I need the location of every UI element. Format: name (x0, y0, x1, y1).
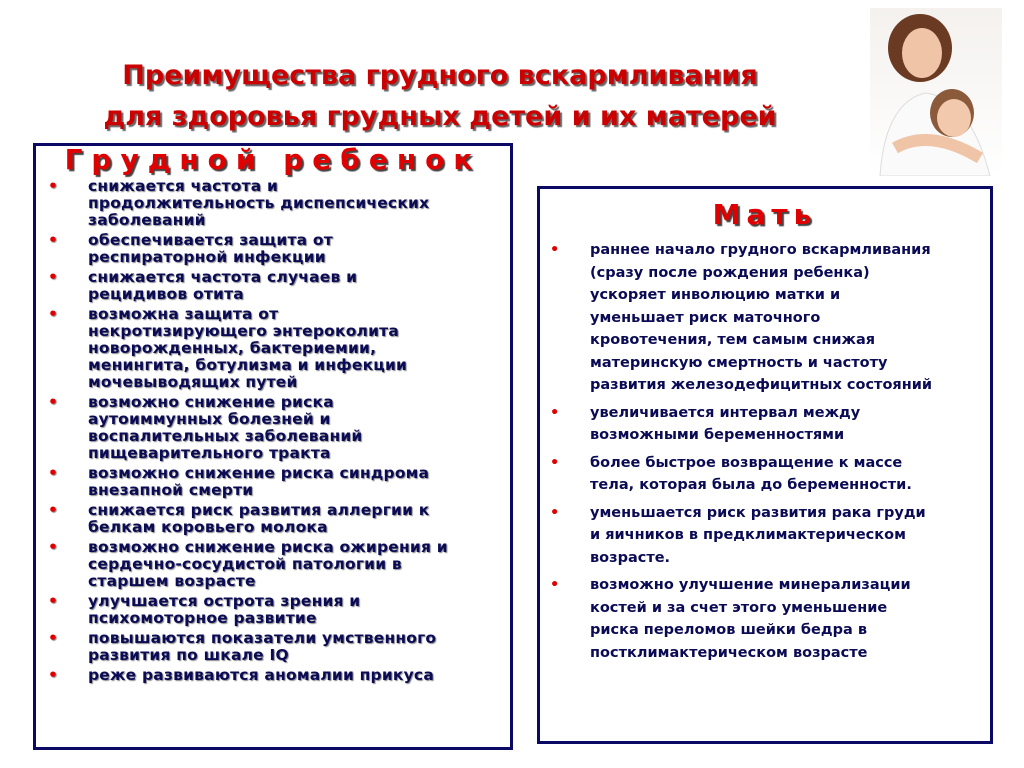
bullet-icon: • (48, 305, 59, 323)
bullet-icon: • (48, 501, 59, 519)
list-item-text: улучшается острота зрения и психомоторное развитие (88, 592, 361, 627)
list-item (540, 239, 990, 397)
mother-heading: Мать (712, 198, 818, 231)
bullet-icon: • (48, 231, 59, 249)
list-item (38, 502, 510, 536)
bullet-icon: • (550, 504, 560, 521)
bullet-icon: • (550, 454, 560, 471)
list-item (540, 574, 990, 664)
list-item-text: возможна защита от некротизирующего энтероколита новорожденных, бактериемии, менингита, ботулизма и инфекции мочевыводящих путей (88, 305, 408, 391)
infant-benefits-panel (33, 143, 513, 750)
bullet-icon: • (48, 538, 59, 556)
list-item-text: уменьшается риск развития рака груди и яичников в предклимактерическом возрасте. (590, 504, 926, 566)
list-item (38, 394, 510, 462)
list-item (38, 232, 510, 266)
bullet-icon: • (48, 629, 59, 647)
list-item-text: снижается частота случаев и рецидивов отита (88, 268, 358, 303)
bullet-icon: • (48, 177, 59, 195)
list-item (38, 306, 510, 391)
list-item-text: снижается риск развития аллергии к белкам коровьего молока (88, 501, 430, 536)
bullet-icon: • (550, 577, 560, 593)
mother-child-image-icon (870, 8, 1002, 176)
mother-child-photo (870, 8, 1002, 176)
list-item-text: повышаются показатели умственного развития по шкале IQ (88, 629, 437, 664)
bullet-icon: • (550, 242, 560, 258)
infant-heading: Грудной ребенок (64, 143, 482, 176)
bullet-icon: • (550, 404, 560, 421)
list-item (540, 502, 990, 570)
list-item-text: возможно снижение риска синдрома внезапной смерти (88, 464, 430, 499)
list-item-text: увеличивается интервал между возможными беременностями (590, 404, 861, 443)
list-item-text: возможно снижение риска аутоиммунных болезней и воспалительных заболеваний пищеварительного тракта (88, 393, 363, 462)
bullet-icon: • (48, 268, 59, 286)
list-item-text: снижается частота и продолжительность диспепсических заболеваний (88, 177, 430, 229)
bullet-icon: • (48, 393, 59, 411)
infant-benefits-list (38, 178, 510, 684)
list-item-text: обеспечивается защита от респираторной инфекции (88, 231, 333, 266)
list-item-text: возможно улучшение минерализации костей и за счет этого уменьшение риска переломов шейки бедра в постклимактерическом возрасте (590, 577, 911, 661)
list-item (38, 667, 510, 684)
list-item (38, 539, 510, 590)
list-item (38, 630, 510, 664)
bullet-icon: • (48, 464, 59, 482)
list-item-text: раннее начало грудного вскармливания (сразу после рождения ребенка) ускоряет инволюцию матки и уменьшает риск маточного кровотечения, тем самым снижая материнскую смертность и частоту развития железодефицитных состояний (590, 242, 933, 393)
list-item (38, 465, 510, 499)
mother-benefits-list (540, 239, 990, 664)
list-item-text: возможно снижение риска ожирения и сердечно-сосудистой патологии в старшем возрасте (88, 538, 448, 590)
mother-benefits-panel (537, 186, 993, 744)
slide-title: Преимущества грудного вскармливания для здоровья грудных детей и их матерей (103, 60, 777, 132)
list-item (540, 452, 990, 497)
bullet-icon: • (48, 666, 59, 684)
list-item (38, 269, 510, 303)
list-item (38, 178, 510, 229)
list-item-text: более быстрое возвращение к массе тела, которая была до беременности. (590, 454, 912, 493)
list-item (540, 402, 990, 447)
list-item-text: реже развиваются аномалии прикуса (88, 666, 434, 684)
list-item (38, 593, 510, 627)
bullet-icon: • (48, 592, 59, 610)
